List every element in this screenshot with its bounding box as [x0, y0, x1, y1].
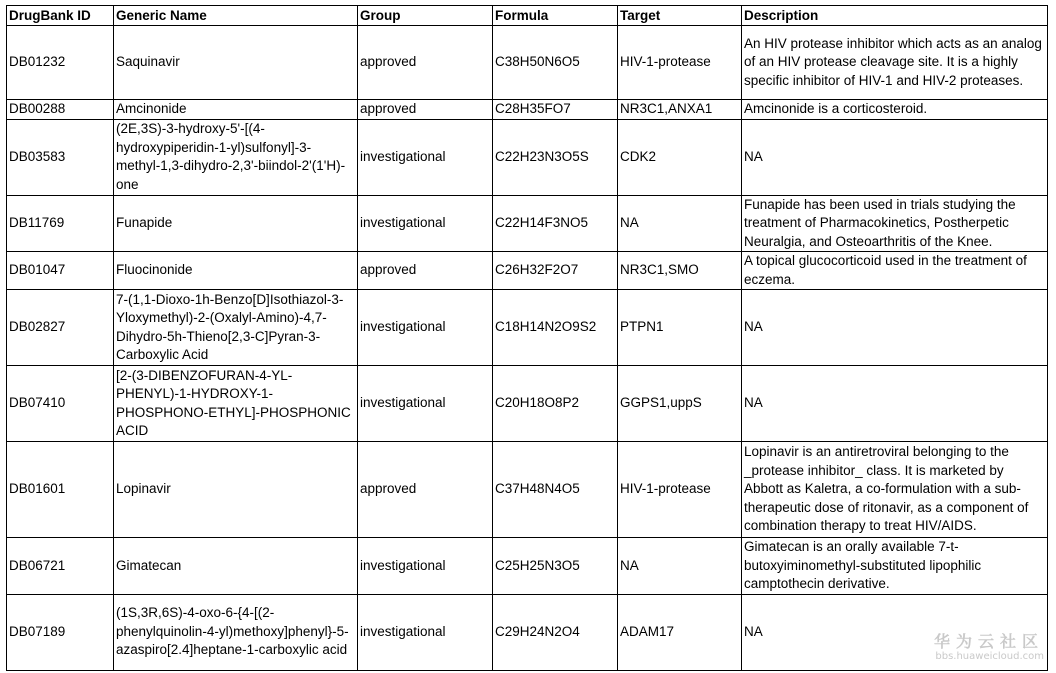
cell-target: CDK2	[618, 119, 742, 195]
column-header-drugbank-id: DrugBank ID	[7, 6, 114, 26]
cell-drugbank-id: DB02827	[7, 290, 114, 366]
cell-generic-name: [2-(3-DIBENZOFURAN-4-YL-PHENYL)-1-HYDROXY-1-PHOSPHONO-ETHYL]-PHOSPHONIC ACID	[114, 366, 358, 442]
table-row	[7, 290, 1048, 366]
watermark-url: bbs.huaweicloud.com	[935, 651, 1044, 662]
table-row	[7, 100, 1048, 120]
table-row	[7, 538, 1048, 595]
cell-formula: C20H18O8P2	[493, 366, 618, 442]
cell-target: NR3C1,ANXA1	[618, 100, 742, 120]
cell-group: investigational	[358, 538, 493, 595]
watermark-text: 华为云社区	[933, 632, 1044, 651]
cell-drugbank-id: DB01047	[7, 252, 114, 290]
cell-description: Gimatecan is an orally available 7-t-butoxyiminomethyl-substituted lipophilic camptothecin derivative.	[742, 538, 1048, 595]
cell-target: NR3C1,SMO	[618, 252, 742, 290]
header-row	[7, 6, 1048, 26]
cell-description: NA	[742, 594, 1048, 670]
drug-table	[6, 5, 1048, 671]
cell-group: approved	[358, 26, 493, 100]
cell-formula: C28H35FO7	[493, 100, 618, 120]
cell-formula: C22H23N3O5S	[493, 119, 618, 195]
cell-formula: C18H14N2O9S2	[493, 290, 618, 366]
cell-group: investigational	[358, 195, 493, 252]
cell-target: ADAM17	[618, 594, 742, 670]
cell-formula: C29H24N2O4	[493, 594, 618, 670]
cell-formula: C26H32F2O7	[493, 252, 618, 290]
cell-group: approved	[358, 100, 493, 120]
cell-generic-name: Gimatecan	[114, 538, 358, 595]
cell-drugbank-id: DB00288	[7, 100, 114, 120]
cell-description: NA	[742, 119, 1048, 195]
table-row	[7, 119, 1048, 195]
cell-target: PTPN1	[618, 290, 742, 366]
cell-drugbank-id: DB07410	[7, 366, 114, 442]
cell-generic-name: Fluocinonide	[114, 252, 358, 290]
cell-group: approved	[358, 442, 493, 538]
column-header-formula: Formula	[493, 6, 618, 26]
cell-formula: C38H50N6O5	[493, 26, 618, 100]
cell-description: An HIV protease inhibitor which acts as an analog of an HIV protease cleavage site. It is a highly specific inhibitor of HIV-1 and HIV-2 proteases.	[742, 26, 1048, 100]
cell-target: HIV-1-protease	[618, 442, 742, 538]
table-row	[7, 195, 1048, 252]
column-header-target: Target	[618, 6, 742, 26]
cell-description: Funapide has been used in trials studying the treatment of Pharmacokinetics, Postherpetic Neuralgia, and Osteoarthritis of the Knee.	[742, 195, 1048, 252]
cell-description: Amcinonide is a corticosteroid.	[742, 100, 1048, 120]
table-row	[7, 594, 1048, 670]
cell-group: investigational	[358, 290, 493, 366]
column-header-group: Group	[358, 6, 493, 26]
cell-drugbank-id: DB01601	[7, 442, 114, 538]
cell-target: NA	[618, 538, 742, 595]
cell-generic-name: Lopinavir	[114, 442, 358, 538]
cell-formula: C25H25N3O5	[493, 538, 618, 595]
cell-target: HIV-1-protease	[618, 26, 742, 100]
table-row	[7, 26, 1048, 100]
cell-group: investigational	[358, 366, 493, 442]
cell-drugbank-id: DB07189	[7, 594, 114, 670]
cell-formula: C37H48N4O5	[493, 442, 618, 538]
cell-group: investigational	[358, 594, 493, 670]
table-row	[7, 366, 1048, 442]
cell-target: NA	[618, 195, 742, 252]
cell-drugbank-id: DB01232	[7, 26, 114, 100]
cell-generic-name: (2E,3S)-3-hydroxy-5'-[(4-hydroxypiperidin-1-yl)sulfonyl]-3-methyl-1,3-dihydro-2,3'-biindol-2'(1'H)-one	[114, 119, 358, 195]
cell-drugbank-id: DB03583	[7, 119, 114, 195]
cell-target: GGPS1,uppS	[618, 366, 742, 442]
table-row	[7, 442, 1048, 538]
cell-generic-name: 7-(1,1-Dioxo-1h-Benzo[D]Isothiazol-3-Yloxymethyl)-2-(Oxalyl-Amino)-4,7-Dihydro-5h-Thieno[2,3-C]Pyran-3-Carboxylic Acid	[114, 290, 358, 366]
cell-group: approved	[358, 252, 493, 290]
cell-group: investigational	[358, 119, 493, 195]
cell-generic-name: Saquinavir	[114, 26, 358, 100]
cell-drugbank-id: DB11769	[7, 195, 114, 252]
cell-formula: C22H14F3NO5	[493, 195, 618, 252]
column-header-generic-name: Generic Name	[114, 6, 358, 26]
cell-generic-name: (1S,3R,6S)-4-oxo-6-{4-[(2-phenylquinolin-4-yl)methoxy]phenyl}-5-azaspiro[2.4]heptane-1-carboxylic acid	[114, 594, 358, 670]
cell-description: Lopinavir is an antiretroviral belonging to the _protease inhibitor_ class. It is marketed by Abbott as Kaletra, a co-formulation with a sub-therapeutic dose of ritonavir, as a component of combination therapy to treat HIV/AIDS.	[742, 442, 1048, 538]
cell-description: A topical glucocorticoid used in the treatment of eczema.	[742, 252, 1048, 290]
column-header-description: Description	[742, 6, 1048, 26]
cell-description: NA	[742, 290, 1048, 366]
table-row	[7, 252, 1048, 290]
cell-description: NA	[742, 366, 1048, 442]
cell-drugbank-id: DB06721	[7, 538, 114, 595]
cell-generic-name: Funapide	[114, 195, 358, 252]
watermark	[934, 633, 1044, 663]
cell-generic-name: Amcinonide	[114, 100, 358, 120]
